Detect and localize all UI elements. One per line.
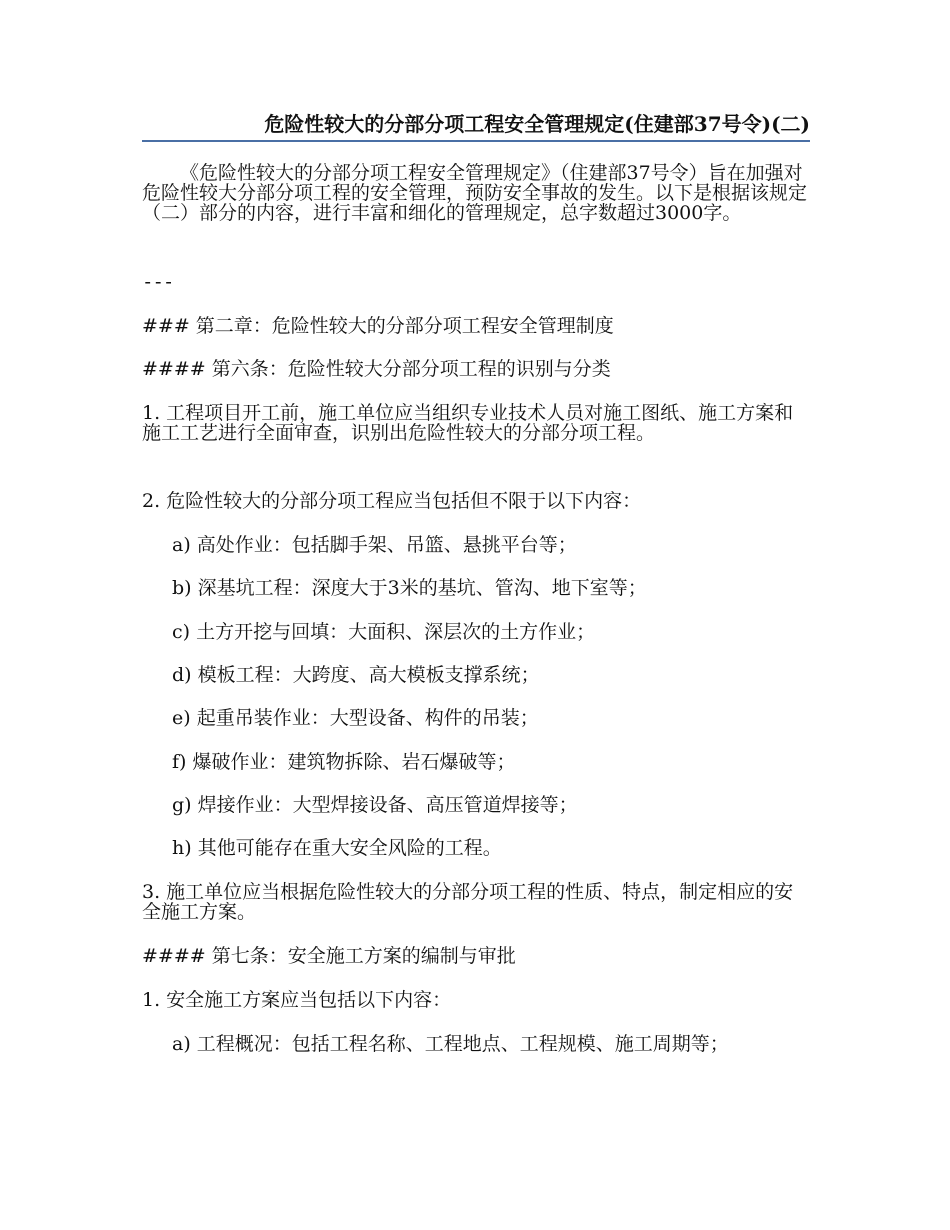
section-divider: --- — [142, 271, 174, 293]
list-item: g) 焊接作业：大型焊接设备、高压管道焊接等； — [172, 794, 578, 816]
article6-para-1: 1. 工程项目开工前，施工单位应当组织专业技术人员对施工图纸、施工方案和施工工艺进行全面审查，识别出危险性较大的分部分项工程。 — [142, 402, 794, 444]
list-item: f) 爆破作业：建筑物拆除、岩石爆破等； — [172, 751, 516, 773]
chapter-heading: ### 第二章：危险性较大的分部分项工程安全管理制度 — [142, 315, 614, 337]
article6-para-2: 2. 危险性较大的分部分项工程应当包括但不限于以下内容： — [142, 490, 642, 512]
intro-paragraph: 《危险性较大的分部分项工程安全管理规定》（住建部37号令）旨在加强对危险性较大分部分项工程的安全管理，预防安全事故的发生。以下是根据该规定（二）部分的内容，进行丰富和细化的管理规定，总字数超过3000字。 — [142, 162, 808, 224]
list-item: d) 模板工程：大跨度、高大模板支撑系统； — [172, 664, 540, 686]
article7-item-a: a) 工程概况：包括工程名称、工程地点、工程规模、施工周期等； — [172, 1033, 729, 1055]
list-item: b) 深基坑工程：深度大于3米的基坑、管沟、地下室等； — [172, 577, 647, 599]
article6-heading: #### 第六条：危险性较大分部分项工程的识别与分类 — [142, 358, 611, 380]
title-underline — [142, 140, 810, 142]
article7-para-1: 1. 安全施工方案应当包括以下内容： — [142, 989, 452, 1011]
article7-heading: #### 第七条：安全施工方案的编制与审批 — [142, 945, 516, 967]
list-item: c) 土方开挖与回填：大面积、深层次的土方作业； — [172, 621, 596, 643]
list-item: h) 其他可能存在重大安全风险的工程。 — [172, 837, 502, 859]
list-item: a) 高处作业：包括脚手架、吊篮、悬挑平台等； — [172, 534, 577, 556]
document-title: 危险性较大的分部分项工程安全管理规定(住建部37号令)(二) — [264, 112, 810, 136]
list-item: e) 起重吊装作业：大型设备、构件的吊装； — [172, 707, 539, 729]
article6-para-3: 3. 施工单位应当根据危险性较大的分部分项工程的性质、特点，制定相应的安全施工方案。 — [142, 881, 794, 923]
